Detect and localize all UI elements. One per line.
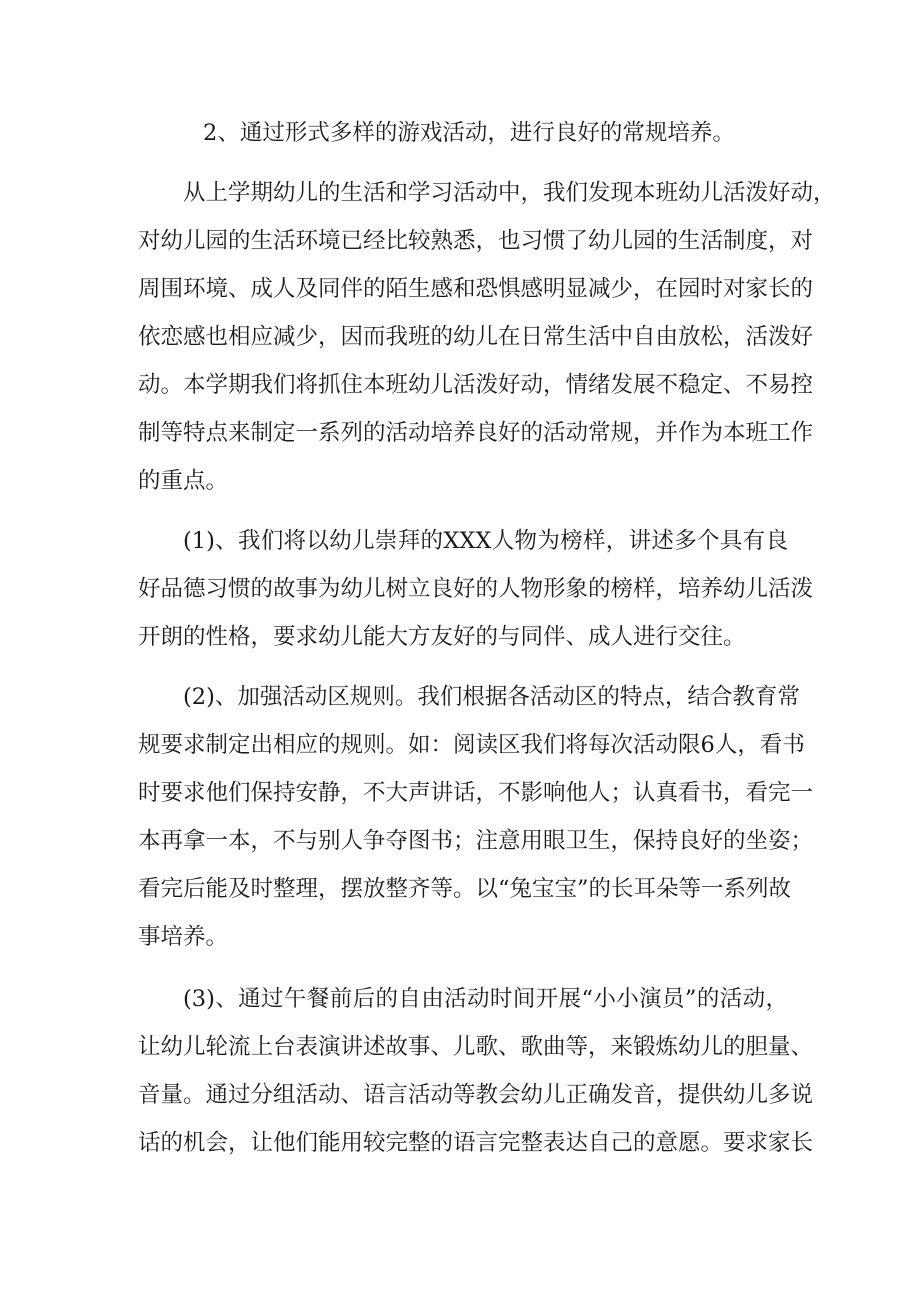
paragraph-line: 时要求他们保持安静，不大声讲话，不影响他人；认真看书，看完一 [138,780,814,806]
paragraph-line: (3)、通过午餐前后的自由活动时间开展“小小演员”的活动， [183,986,788,1012]
paragraph-line: (1)、我们将以幼儿崇拜的XXX人物为榜样，讲述多个具有良 [183,528,788,554]
section-heading: 2、通过形式多样的游戏活动，进行良好的常规培养。 [203,120,735,146]
paragraph-line: 依恋感也相应减少，因而我班的幼儿在日常生活中自由放松，活泼好 [138,324,814,350]
paragraph-line: 规要求制定出相应的规则。如：阅读区我们将每次活动限6人，看书 [138,732,805,758]
paragraph-line: 让幼儿轮流上台表演讲述故事、儿歌、歌曲等，来锻炼幼儿的胆量、 [138,1034,814,1060]
paragraph-line: 周围环境、成人及同伴的陌生感和恐惧感明显减少，在园时对家长的 [138,276,814,302]
paragraph-line: 动。本学期我们将抓住本班幼儿活泼好动，情绪发展不稳定、不易控 [138,372,814,398]
paragraph-line: (2)、加强活动区规则。我们根据各活动区的特点，结合教育常 [183,684,800,710]
paragraph-line: 制等特点来制定一系列的活动培养良好的活动常规，并作为本班工作 [138,420,814,446]
paragraph-line: 看完后能及时整理，摆放整齐等。以“兔宝宝”的长耳朵等一系列故 [138,876,792,902]
paragraph-line: 好品德习惯的故事为幼儿树立良好的人物形象的榜样，培养幼儿活泼 [138,576,814,602]
paragraph-line: 本再拿一本，不与别人争夺图书；注意用眼卫生，保持良好的坐姿； [138,828,814,854]
paragraph-line: 对幼儿园的生活环境已经比较熟悉，也习惯了幼儿园的生活制度，对 [138,228,814,254]
paragraph-line: 从上学期幼儿的生活和学习活动中，我们发现本班幼儿活泼好动， [183,180,836,206]
paragraph-line: 事培养。 [138,924,229,950]
paragraph-line: 的重点。 [138,468,229,494]
paragraph-line: 开朗的性格，要求幼儿能大方友好的与同伴、成人进行交往。 [138,624,746,650]
paragraph-line: 音量。通过分组活动、语言活动等教会幼儿正确发音，提供幼儿多说 [138,1082,814,1108]
paragraph-line: 话的机会，让他们能用较完整的语言完整表达自己的意愿。要求家长 [138,1130,814,1156]
